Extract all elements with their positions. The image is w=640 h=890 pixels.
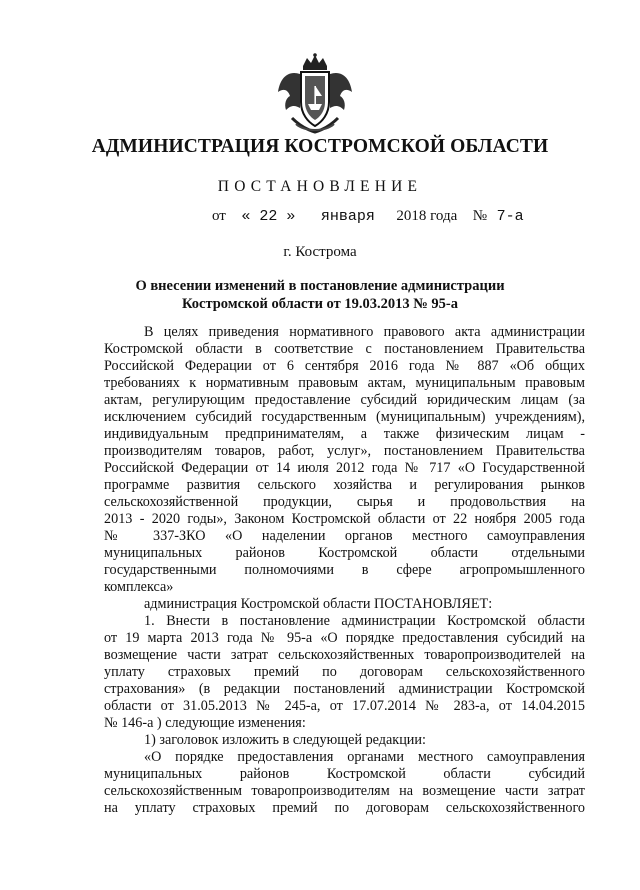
body-line: исключением субсидий государственным (муниципальным) учреждениям),	[104, 409, 585, 425]
body-line: возмещение части затрат сельскохозяйственных товаропроизводителей на	[104, 647, 585, 663]
body-line: на уплату страховых премий по договорам сельскохозяйственного	[104, 800, 585, 816]
date-month: января	[320, 208, 375, 225]
date-prefix: от	[212, 208, 226, 224]
body-line: 2013 - 2020 годы», Законом Костромской области от 22 ноября 2005 года	[104, 511, 585, 527]
coat-of-arms-emblem	[276, 52, 354, 136]
body-line: уплату страховых премий по договорам сельскохозяйственного	[104, 664, 585, 680]
date-day: « 22 »	[241, 208, 296, 225]
body-line: сельскохозяйственным товаропроизводителям на возмещение части затрат	[104, 783, 585, 799]
body-line: требованиях к нормативным правовым актам, муниципальным правовым	[104, 375, 585, 391]
body-line: муниципальных районов Костромской области отдельными	[104, 545, 585, 561]
body-line: № 337-ЗКО «О наделении органов местного самоуправления	[104, 528, 585, 544]
body-line: области от 31.05.2013 № 245-а, от 17.07.2014 № 283-а, от 14.04.2015	[104, 698, 585, 714]
organization-title: АДМИНИСТРАЦИЯ КОСТРОМСКОЙ ОБЛАСТИ	[91, 136, 549, 157]
body-line: 1. Внести в постановление администрации Костромской области	[144, 613, 585, 629]
body-line: актам, регулирующим предоставление субсидий юридическим лицам (за	[104, 392, 585, 408]
body-line: программе развития сельского хозяйства и регулирования рынков	[104, 477, 585, 493]
body-line: сельскохозяйственной продукции, сырья и продовольствия на	[104, 494, 585, 510]
heading-line: О внесении изменений в постановление администрации	[135, 278, 505, 294]
body-line: производителям товаров, работ, услуг», постановлением Правительства	[104, 443, 585, 459]
body-line: Российской Федерации от 14 июля 2012 года № 717 «О Государственной	[104, 460, 585, 476]
body-line: комплекса»	[104, 579, 174, 595]
number-sign: №	[472, 208, 488, 224]
city-name: г. Кострома	[283, 244, 357, 260]
body-line: страхования» (в редакции постановлений администрации Костромской	[104, 681, 585, 697]
body-line: № 146-а ) следующие изменения:	[104, 715, 306, 731]
body-line: муниципальных районов Костромской области субсидий	[104, 766, 585, 782]
date-number-line	[212, 208, 524, 225]
date-year: 2018 года	[396, 208, 458, 224]
body-line: администрация Костромской области ПОСТАНОВЛЯЕТ:	[144, 596, 493, 612]
body-line: от 19 марта 2013 года № 95-а «О порядке предоставления субсидий на	[104, 630, 585, 646]
document-number: 7-а	[496, 208, 524, 225]
document-heading	[0, 277, 640, 313]
body-line: индивидуальным предпринимателям, а также физическим лицам -	[104, 426, 585, 442]
heading-line: Костромской области от 19.03.2013 № 95-а	[181, 296, 459, 312]
body-line: государственными полномочиями в сфере агропромышленного	[104, 562, 585, 578]
body-line: Российской Федерации от 6 сентября 2016 года № 887 «Об общих	[104, 358, 585, 374]
document-type: ПОСТАНОВЛЕНИЕ	[217, 178, 423, 195]
body-line: 1) заголовок изложить в следующей редакции:	[144, 732, 426, 748]
body-line: «О порядке предоставления органами местного самоуправления	[144, 749, 585, 765]
body-line: Костромской области в соответствие с постановлением Правительства	[104, 341, 585, 357]
body-line: В целях приведения нормативного правового акта администрации	[144, 324, 585, 340]
